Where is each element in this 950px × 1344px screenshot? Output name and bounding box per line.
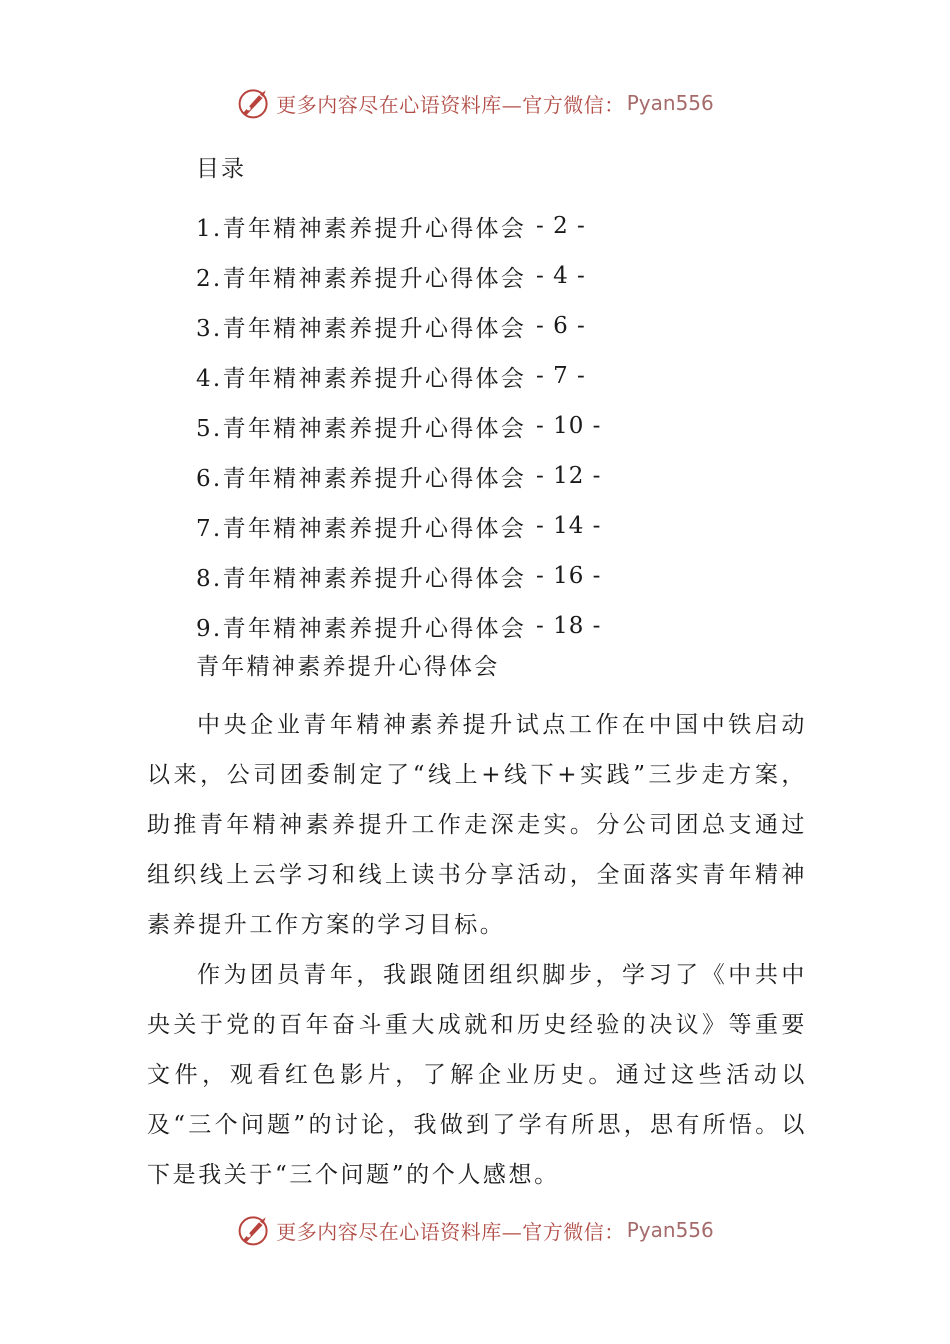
banner-text: 更多内容尽在心语资料库—官方微信：	[276, 1219, 625, 1244]
toc-item[interactable]	[196, 351, 601, 401]
toc-item-page: - 16 -	[536, 563, 602, 589]
toc-item[interactable]	[196, 501, 601, 551]
banner-wechat-id: Pyan556	[626, 91, 714, 115]
toc-item-page: - 6 -	[536, 313, 586, 339]
pen-nib-logo-icon	[236, 1212, 272, 1248]
toc-item[interactable]	[196, 201, 601, 251]
toc-item-page: - 4 -	[536, 263, 586, 289]
toc-item-label: 4.青年精神素养提升心得体会	[196, 365, 527, 392]
footer-watermark-banner	[0, 1210, 950, 1250]
toc-item-label: 3.青年精神素养提升心得体会	[196, 315, 527, 342]
toc-list	[196, 201, 601, 651]
article-body	[147, 700, 807, 1200]
toc-title: 目录	[196, 156, 246, 182]
article-title: 青年精神素养提升心得体会	[196, 654, 500, 680]
toc-item-label: 6.青年精神素养提升心得体会	[196, 465, 527, 492]
toc-item-page: - 14 -	[536, 513, 602, 539]
article-paragraph: 作为团员青年，我跟随团组织脚步，学习了《中共中央关于党的百年奋斗重大成就和历史经验的决议》等重要文件，观看红色影片，了解企业历史。通过这些活动以及“三个问题”的讨论，我做到了学有所思，思有所悟。以下是我关于“三个问题”的个人感想。	[147, 962, 807, 1188]
toc-item-label: 2.青年精神素养提升心得体会	[196, 265, 527, 292]
toc-item-page: - 7 -	[536, 363, 586, 389]
banner-wechat-id: Pyan556	[626, 1218, 714, 1242]
toc-item[interactable]	[196, 301, 601, 351]
pen-nib-logo-icon	[236, 85, 272, 121]
article-paragraph: 中央企业青年精神素养提升试点工作在中国中铁启动以来，公司团委制定了“线上+线下+实践”三步走方案，助推青年精神素养提升工作走深走实。分公司团总支通过组织线上云学习和线上读书分享活动，全面落实青年精神素养提升工作方案的学习目标。	[147, 712, 807, 938]
toc-item[interactable]	[196, 601, 601, 651]
toc-item-page: - 12 -	[536, 463, 602, 489]
toc-item[interactable]	[196, 401, 601, 451]
toc-item-page: - 2 -	[536, 213, 586, 239]
toc-item-page: - 10 -	[536, 413, 602, 439]
toc-item-label: 9.青年精神素养提升心得体会	[196, 615, 527, 642]
toc-item-label: 5.青年精神素养提升心得体会	[196, 415, 527, 442]
banner-text: 更多内容尽在心语资料库—官方微信：	[276, 92, 625, 117]
toc-item-label: 1.青年精神素养提升心得体会	[196, 215, 527, 242]
toc-item-page: - 18 -	[536, 613, 602, 639]
toc-item-label: 7.青年精神素养提升心得体会	[196, 515, 527, 542]
header-watermark-banner	[0, 83, 950, 123]
toc-item[interactable]	[196, 451, 601, 501]
toc-item-label: 8.青年精神素养提升心得体会	[196, 565, 527, 592]
toc-item[interactable]	[196, 251, 601, 301]
toc-item[interactable]	[196, 551, 601, 601]
